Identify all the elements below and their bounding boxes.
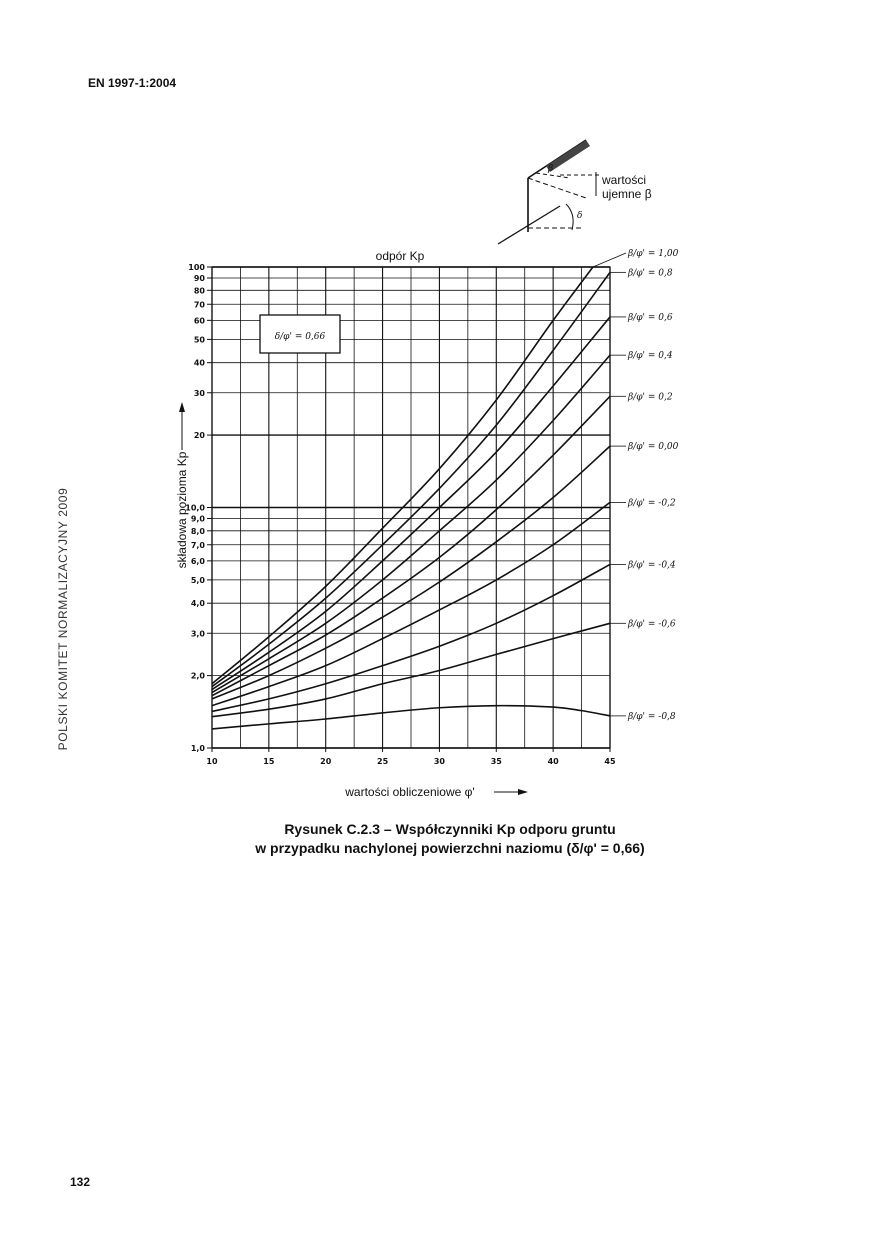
parameter-box-text: δ/φ' = 0,66 [274,332,326,342]
y-tick-label: 100 [188,263,205,272]
y-tick-label: 90 [193,274,205,284]
curve-label-text: β/φ' = 0,6 [628,312,673,323]
y-tick-label: 80 [193,286,205,296]
delta-arc [566,204,573,230]
side-watermark: POLSKI KOMITET NORMALIZACYJNY 2009 [56,487,70,751]
curve-label-text: β/φ' = 0,2 [628,392,673,403]
x-axis-arrow-icon [494,789,528,795]
x-tick-label: 35 [490,757,502,766]
inclined-surface-diagram [498,140,652,244]
curve-label-text: β/φ' = 0,00 [628,442,679,453]
x-tick-label: 30 [433,757,445,766]
y-tick-label: 8,0 [190,526,205,536]
parameter-box [260,315,340,353]
page-number: 132 [70,1175,91,1189]
y-tick-label: 5,0 [190,575,205,585]
y-tick-label: 60 [193,316,205,326]
curve-label-text: β/φ' = -0,2 [628,498,676,509]
y-tick-label: 3,0 [190,629,205,639]
beta-symbol: β [548,164,554,174]
y-tick-label: 10,0 [185,503,205,513]
y-tick-label: 20 [193,431,205,441]
x-axis-ticks [206,748,616,766]
figure-caption [150,820,750,858]
y-tick-label: 2,0 [190,671,205,681]
x-tick-label: 15 [263,757,275,766]
y-tick-label: 50 [193,335,205,345]
x-tick-label: 40 [547,757,559,766]
curve-label-text: β/φ' = -0,4 [628,560,676,571]
y-axis-ticks [185,263,212,753]
curve-label-text: β/φ' = -0,8 [628,711,676,722]
curve-label-text: β/φ' = 1,00 [628,249,679,259]
negative-values-label-2: ujemne β [602,187,652,201]
x-axis-label: wartości obliczeniowe φ' [345,785,475,799]
curve-label-text: β/φ' = -0,6 [628,619,676,630]
chart-title: odpór Kp [375,249,425,263]
y-axis-label: składowa pozioma Kp [175,451,189,569]
x-tick-label: 20 [320,757,332,766]
curve-label-text: β/φ' = 0,4 [628,351,673,362]
y-tick-label: 4,0 [190,599,205,609]
y-tick-label: 9,0 [190,514,205,524]
y-tick-label: 1,0 [190,744,205,753]
y-tick-label: 6,0 [190,556,205,566]
curve-labels [593,249,679,722]
x-tick-label: 10 [206,757,218,766]
caption-line-2: w przypadku nachylonej powierzchni naziomu (δ/φ' = 0,66) [255,840,645,856]
x-tick-label: 25 [377,757,389,766]
y-tick-label: 40 [193,358,205,368]
delta-symbol: δ [577,211,583,221]
y-axis-arrow-icon [179,402,185,450]
y-tick-label: 70 [193,300,205,310]
negative-slope-line [528,178,586,198]
header-code: EN 1997-1:2004 [88,76,177,90]
curve-label-leader [593,253,626,267]
x-tick-label: 45 [604,757,616,766]
force-line [498,206,560,244]
curve-label-text: β/φ' = 0,8 [628,268,673,279]
y-tick-label: 7,0 [190,540,205,550]
caption-line-1: Rysunek C.2.3 – Współczynniki Kp odporu gruntu [284,821,616,837]
y-tick-label: 30 [193,388,205,398]
negative-values-label-1: wartości [602,173,647,187]
